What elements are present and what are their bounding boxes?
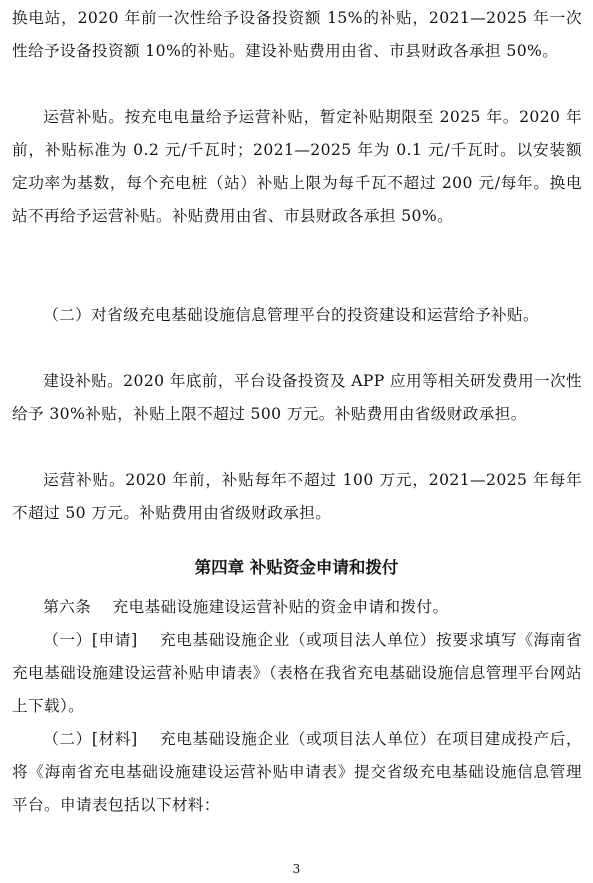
paragraph-operation-subsidy: 运营补贴。按充电电量给予运营补贴，暂定补贴期限至 2025 年。2020 年前，补贴标准为 0.2 元/千瓦时；2021—2025 年为 0.1 元/千瓦时。以安装额定功率为基数，每个充电桩（站）补贴上限为每千瓦不超过 200 元/每年。换电站不再给予运营补贴。补贴费用由省、市县财政各承担 50%。 [12, 108, 582, 225]
paragraph-platform-operation: 运营补贴。2020 年前，补贴每年不超过 100 万元，2021—2025 年每年不超过 50 万元。补贴费用由省级财政承担。 [12, 471, 582, 522]
chapter-heading: 第四章 补贴资金申请和拨付 [194, 558, 399, 577]
paragraph-station-subsidy: 换电站，2020 年前一次性给予设备投资额 15%的补贴，2021—2025 年一次性给予设备投资额 10%的补贴。建设补贴费用由省、市县财政各承担 50%。 [12, 9, 582, 60]
article-six: 第六条 充电基础设施建设运营补贴的资金申请和拨付。 [43, 598, 449, 616]
paragraph-application: （一）[申请] 充电基础设施企业（或项目法人单位）按要求填写《海南省充电基础设施建设运营补贴申请表》（表格在我省充电基础设施信息管理平台网站上下载）。 [12, 631, 582, 715]
paragraph-platform-subsidy: （二）对省级充电基础设施信息管理平台的投资建设和运营给予补贴。 [43, 306, 539, 324]
paragraph-materials: （二）[材料] 充电基础设施企业（或项目法人单位）在项目建成投产后，将《海南省充电基础设施建设运营补贴申请表》提交省级充电基础设施信息管理平台。申请表包括以下材料： [12, 730, 582, 814]
page-number: 3 [292, 862, 301, 876]
paragraph-platform-construction: 建设补贴。2020 年底前，平台设备投资及 APP 应用等相关研发费用一次性给予 30%补贴，补贴上限不超过 500 万元。补贴费用由省级财政承担。 [12, 372, 582, 423]
